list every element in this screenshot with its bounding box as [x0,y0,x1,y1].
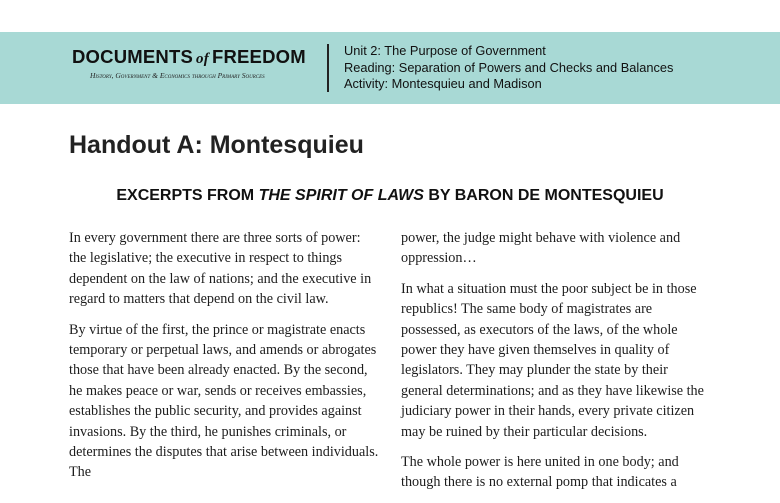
paragraph: The whole power is here united in one body; and though there is no external pomp that indicates a [401,454,679,491]
logo-of: of [196,51,209,67]
excerpt-heading [0,184,780,208]
paragraph: By virtue of the first, the prince or magistrate enacts temporary or perpetual laws, and amends or abrogates those that have been already enacted. By the second, he makes peace or war, sends or receives embassies, establishes the public security, and provides against invasions. By the third, he punishes criminals, or determines the disputes that arise between individuals. The [69,321,379,481]
excerpt-heading-suffix: BY BARON DE MONTESQUIEU [423,187,664,204]
paragraph: In every government there are three sorts of power: the legislative; the executive in respect to things dependent on the law of nations; and the executive in regard to matters that depend on the civil law. [69,230,372,308]
page-title: Handout A: Montesquieu [69,131,364,159]
activity-label: Activity: Montesquieu and Madison [344,76,542,91]
excerpt-heading-work: THE SPIRIT OF LAWS [258,187,424,204]
unit-label: Unit 2: The Purpose of Government [344,43,546,58]
logo-title [72,46,312,70]
header-divider [327,44,329,92]
logo-freedom: FREEDOM [211,46,306,67]
text-column-right [401,228,711,503]
paragraph: power, the judge might behave with violence and oppression… [401,230,681,267]
text-column-left [69,228,381,493]
excerpt-heading-prefix: EXCERPTS FROM [116,187,259,204]
logo-documents: DOCUMENTS [72,46,194,67]
paragraph: In what a situation must the poor subject be in those republics! The same body of magistrates are possessed, as executors of the laws, of the whole power they have given themselves in quality of legislators. They may plunder the state by their general determinations; and as they have likewise the judiciary power in their hands, every private citizen may be ruined by their particular decisions. [401,280,704,440]
documents-of-freedom-logo [72,46,312,80]
logo-subtitle: History, Government & Economics through Primary Sources [90,71,265,80]
header-banner [0,32,780,104]
reading-label: Reading: Separation of Powers and Checks and Balances [344,59,674,75]
lesson-info [344,43,673,93]
